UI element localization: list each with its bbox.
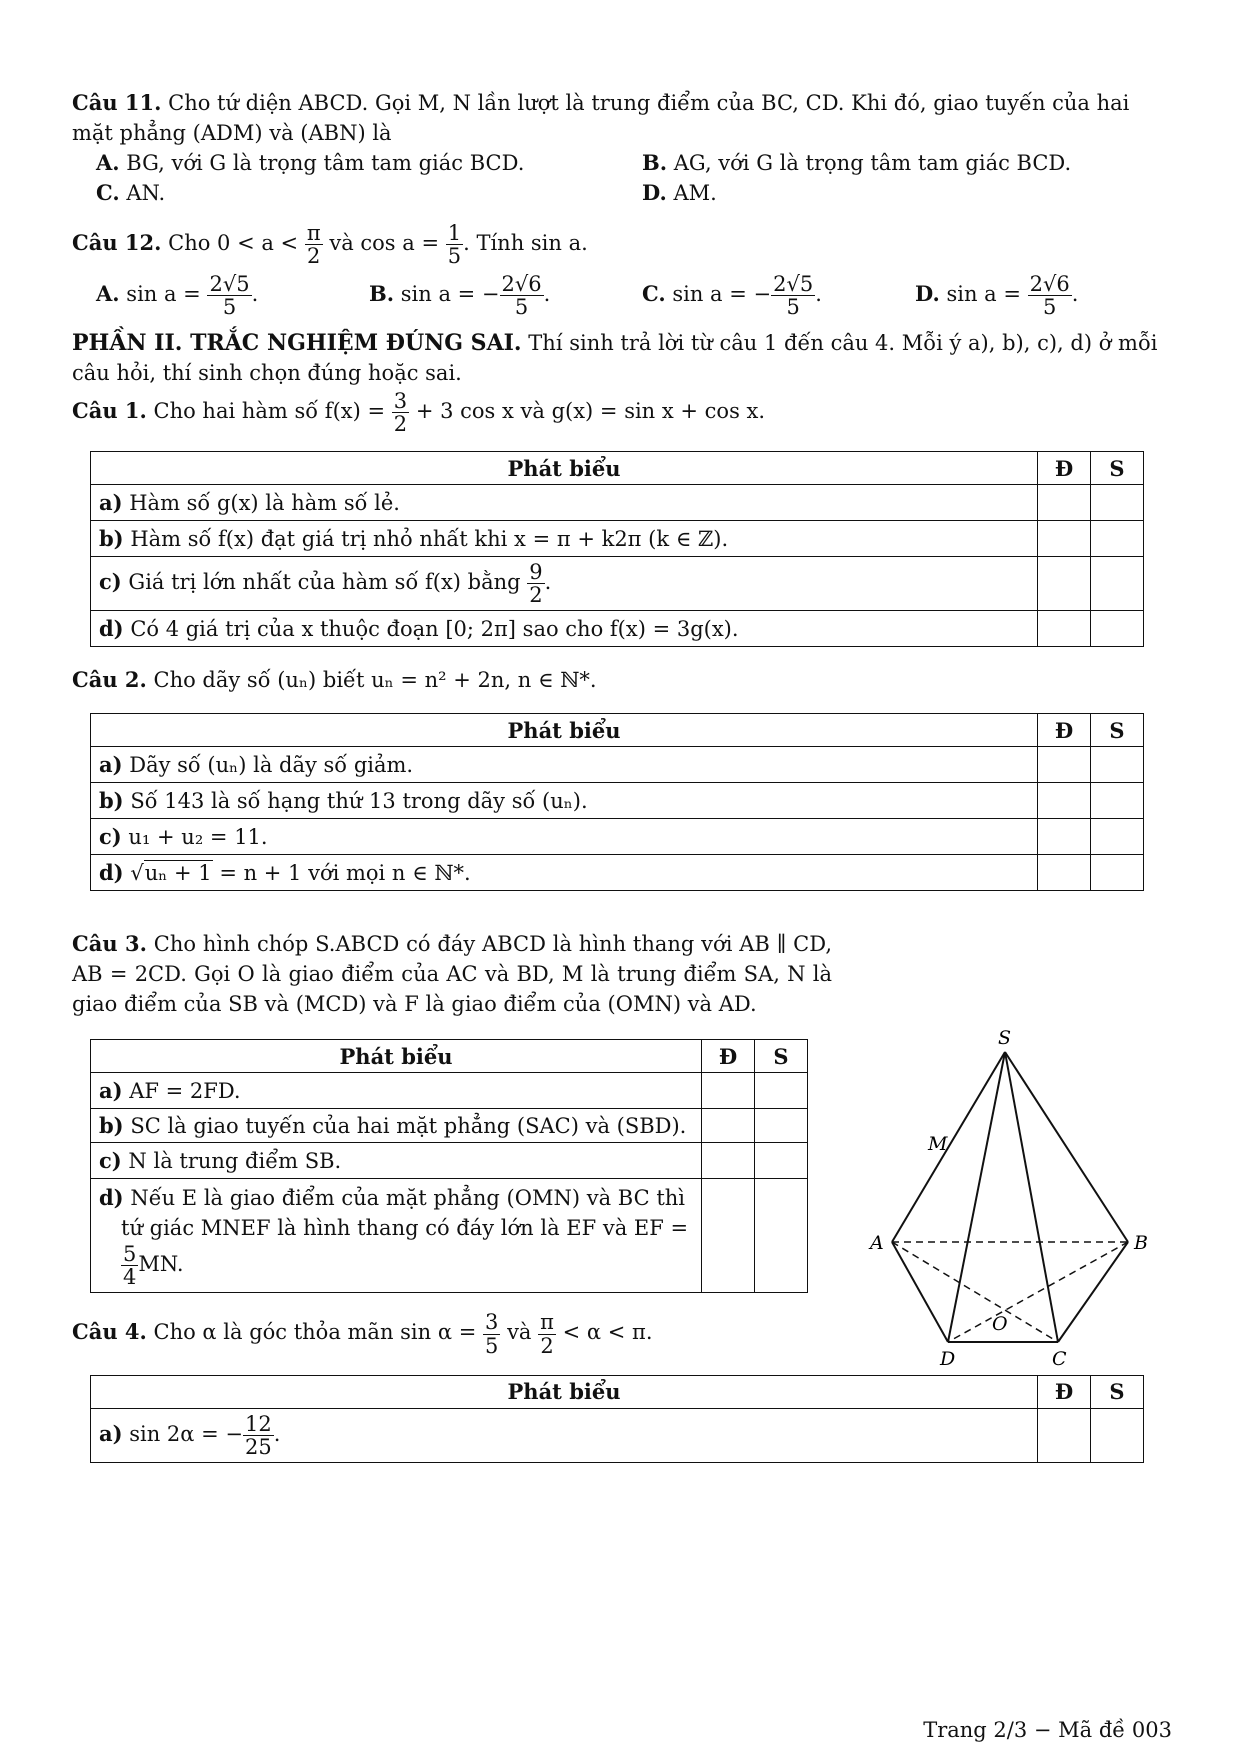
false-cell[interactable] xyxy=(1091,485,1144,521)
table-row: d) Có 4 giá trị của x thuộc đoạn [0; 2π] sao cho f(x) = 3g(x). xyxy=(91,611,1144,647)
tf-question-3: Câu 3. Cho hình chóp S.ABCD có đáy ABCD là hình thang với AB ∥ CD, AB = 2CD. Gọi O là giao điểm của AC và BD, M là trung điểm SA, N là giao điểm của SB và (MCD) và F là giao điểm của (OMN) và AD. xyxy=(72,931,832,1017)
table-header: Phát biểu Đ S xyxy=(91,452,1144,485)
table-row: a) Dãy số (uₙ) là dãy số giảm. xyxy=(91,747,1144,783)
tf-question-2: Câu 2. Cho dãy số (uₙ) biết uₙ = n² + 2n, n ∈ ℕ*. xyxy=(72,667,597,693)
vertex-label-s: S xyxy=(998,1027,1012,1049)
table-row: b) Số 143 là số hạng thứ 13 trong dãy số (uₙ). xyxy=(91,783,1144,819)
table-row: b) SC là giao tuyến của hai mặt phẳng (SAC) và (SBD). xyxy=(91,1109,808,1143)
table-row: d) Nếu E là giao điểm của mặt phẳng (OMN) và BC thì tứ giác MNEF là hình thang có đáy lớn là EF và EF = $\frac{5}{4}$ MN. xyxy=(91,1179,808,1293)
table-row: d) √uₙ + 1 = n + 1 với mọi n ∈ ℕ*. xyxy=(91,855,1144,891)
table-header: Phát biểu Đ S xyxy=(91,714,1144,747)
true-cell[interactable] xyxy=(1038,521,1091,557)
option-a[interactable]: A. BG, với G là trọng tâm tam giác BCD. xyxy=(96,150,525,175)
false-cell[interactable] xyxy=(1091,783,1144,819)
option-a[interactable]: A. sin a = $\frac{2√5}{5}$ . xyxy=(96,272,259,320)
option-d[interactable]: D. sin a = $\frac{2√6}{5}$ . xyxy=(915,272,1079,320)
point-label-o: O xyxy=(992,1313,1008,1335)
false-cell[interactable] xyxy=(1091,611,1144,647)
true-cell[interactable] xyxy=(702,1143,755,1179)
vertex-label-a: A xyxy=(870,1232,884,1254)
table-row: a) sin 2α = − $\frac{12}{25}$ . xyxy=(91,1408,1144,1462)
false-cell[interactable] xyxy=(1091,747,1144,783)
vertex-label-c: C xyxy=(1052,1348,1067,1370)
question-label: Câu 11. xyxy=(72,90,162,115)
true-cell[interactable] xyxy=(702,1073,755,1109)
vertex-label-b: B xyxy=(1134,1232,1148,1254)
table-row: a) Hàm số g(x) là hàm số lẻ. xyxy=(91,485,1144,521)
true-cell[interactable] xyxy=(702,1179,755,1293)
table-header: Phát biểu Đ S xyxy=(91,1040,808,1073)
false-cell[interactable] xyxy=(755,1179,808,1293)
table-row: c) N là trung điểm SB. xyxy=(91,1143,808,1179)
table-row: b) Hàm số f(x) đạt giá trị nhỏ nhất khi x = π + k2π (k ∈ ℤ). xyxy=(91,521,1144,557)
point-label-m: M xyxy=(928,1133,948,1155)
option-b[interactable]: B. AG, với G là trọng tâm tam giác BCD. xyxy=(642,150,1072,175)
false-cell[interactable] xyxy=(1091,557,1144,611)
false-cell[interactable] xyxy=(755,1073,808,1109)
vertex-label-d: D xyxy=(940,1348,956,1370)
tf-table-2 xyxy=(90,713,1144,891)
true-cell[interactable] xyxy=(1038,1408,1091,1462)
true-cell[interactable] xyxy=(1038,557,1091,611)
question-text: Cho tứ diện ABCD. Gọi M, N lần lượt là trung điểm của BC, CD. Khi đó, giao tuyến của hai mặt phẳng (ADM) và (ABN) là xyxy=(72,91,1130,145)
false-cell[interactable] xyxy=(1091,819,1144,855)
answer-options xyxy=(96,148,1172,208)
option-c[interactable]: C. AN. xyxy=(96,180,166,205)
true-cell[interactable] xyxy=(1038,855,1091,891)
table-header: Phát biểu Đ S xyxy=(91,1375,1144,1408)
tf-table-4 xyxy=(90,1375,1144,1463)
answer-options xyxy=(96,273,1172,318)
true-cell[interactable] xyxy=(1038,611,1091,647)
part-2-header xyxy=(72,328,1172,388)
question-label: Câu 12. xyxy=(72,230,162,256)
true-cell[interactable] xyxy=(702,1109,755,1143)
true-cell[interactable] xyxy=(1038,485,1091,521)
false-cell[interactable] xyxy=(755,1109,808,1143)
pyramid-figure xyxy=(860,1020,1160,1370)
false-cell[interactable] xyxy=(1091,855,1144,891)
tf-table-1 xyxy=(90,451,1144,647)
true-cell[interactable] xyxy=(1038,783,1091,819)
part-title: PHẦN II. TRẮC NGHIỆM ĐÚNG SAI. xyxy=(72,330,522,357)
true-cell[interactable] xyxy=(1038,747,1091,783)
false-cell[interactable] xyxy=(1091,1408,1144,1462)
option-c[interactable]: C. sin a = − $\frac{2√5}{5}$ . xyxy=(642,272,822,320)
true-cell[interactable] xyxy=(1038,819,1091,855)
table-row: a) AF = 2FD. xyxy=(91,1073,808,1109)
tf-question-4: Câu 4. Cho α là góc thỏa mãn sin α = $\frac{3}{5}$ và $\frac{\pi}{2}$ < α < π. xyxy=(72,1310,653,1358)
tf-table-3 xyxy=(90,1039,808,1293)
table-row: c) Giá trị lớn nhất của hàm số f(x) bằng $\frac{9}{2}$ . xyxy=(91,557,1144,611)
question-12: Câu 12. Cho 0 < a < $\frac{\pi}{2}$ và cos a = $\frac{1}{5}$ . Tính sin a. xyxy=(72,221,588,269)
part-instructions: Thí sinh trả lời từ câu 1 đến câu 4. Mỗi ý a), b), c), d) ở mỗi câu hỏi, thí sinh chọn đúng hoặc sai. xyxy=(72,331,1158,386)
table-row: c) u₁ + u₂ = 11. xyxy=(91,819,1144,855)
question-11 xyxy=(72,88,1172,148)
option-d[interactable]: D. AM. xyxy=(642,180,717,205)
false-cell[interactable] xyxy=(1091,521,1144,557)
false-cell[interactable] xyxy=(755,1143,808,1179)
page-footer: Trang 2/3 − Mã đề 003 xyxy=(923,1718,1172,1742)
option-b[interactable]: B. sin a = − $\frac{2√6}{5}$ . xyxy=(369,272,551,320)
tf-question-1: Câu 1. Cho hai hàm số f(x) = $\frac{3}{2}$ + 3 cos x và g(x) = sin x + cos x. xyxy=(72,389,766,437)
